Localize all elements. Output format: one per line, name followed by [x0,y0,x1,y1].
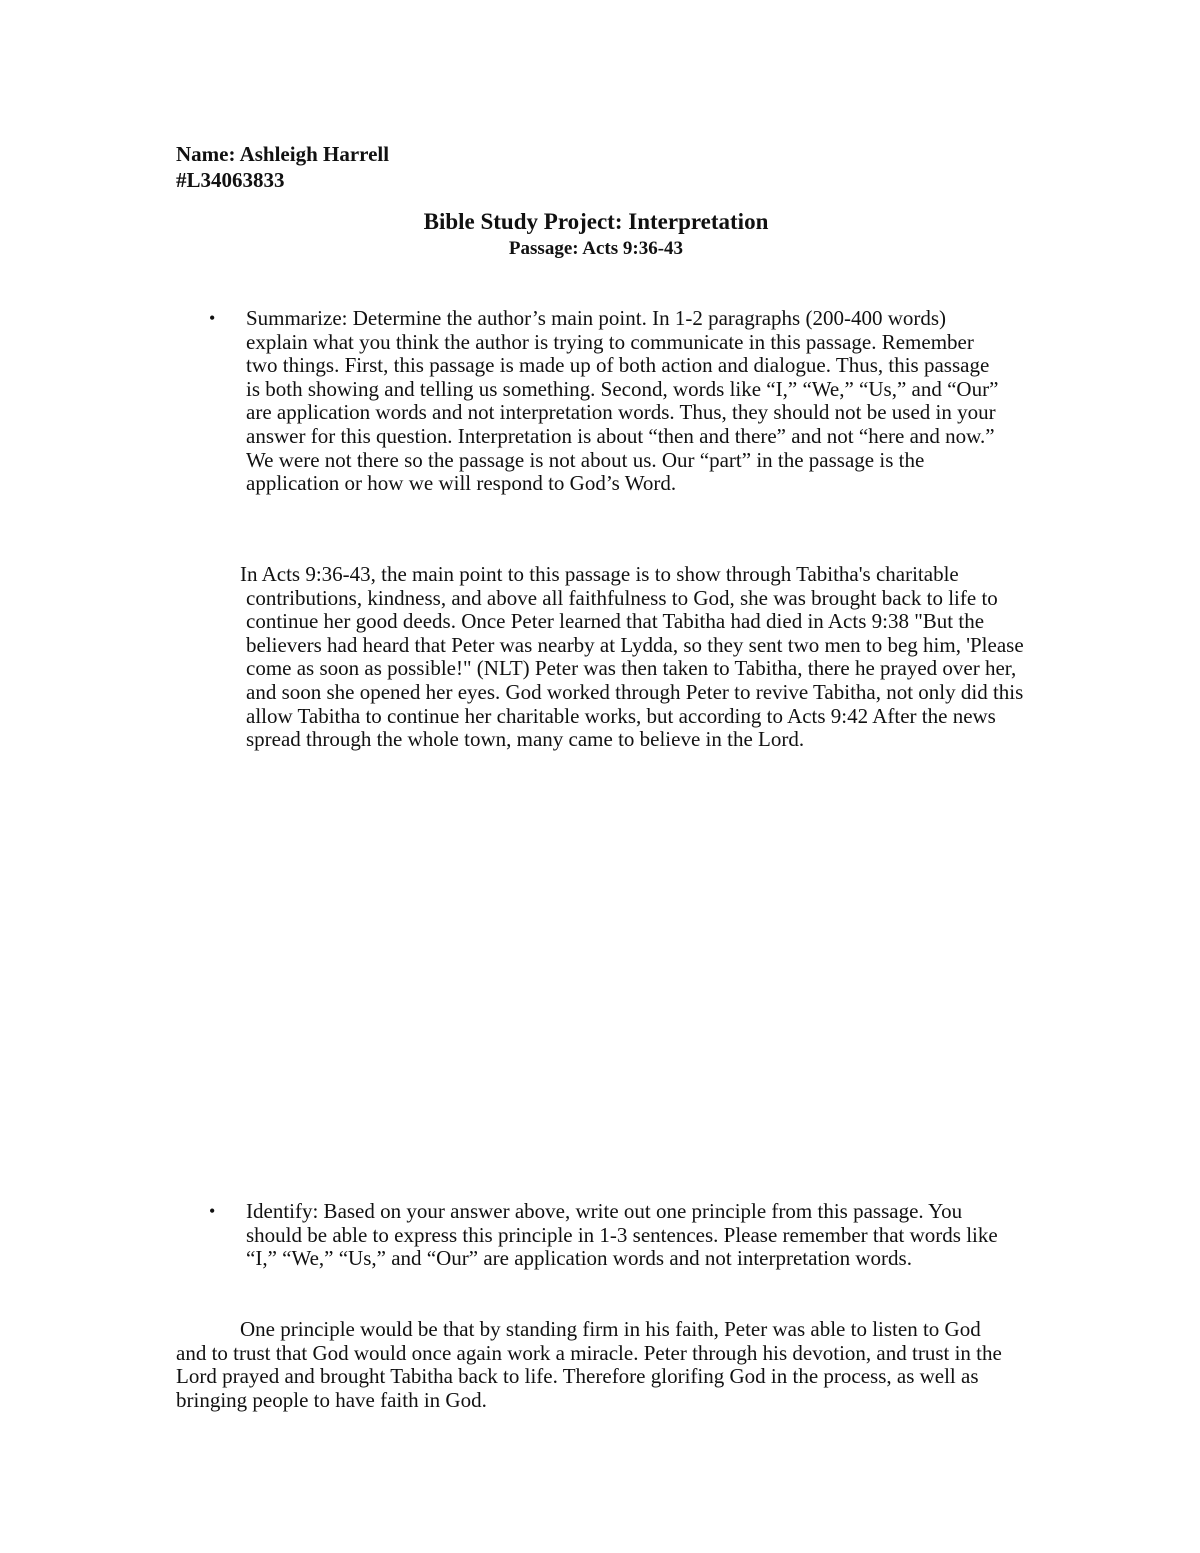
bullet-icon: • [209,308,216,328]
passage-reference: Passage: Acts 9:36-43 [508,238,684,259]
student-id: #L34063833 [176,168,285,192]
answer-text: One principle would be that by standing firm in his faith, Peter was able to listen to God and to trust that God would once again work a miracle. Peter through his devotion, and trust in the Lord prayed and brought Tabitha back to life. Therefore glorifing God in the process, as well as bringing people to have faith in God. [176,1317,1002,1412]
question-identify [209,1200,999,1271]
student-name: Name: Ashleigh Harrell [176,142,390,166]
answer-text: In Acts 9:36-43, the main point to this passage is to show through Tabitha's charitable contributions, kindness, and above all faithfulness to God, she was brought back to life to continue her good deeds. Once Peter learned that Tabitha had died in Acts 9:38 "But the believers had heard that Peter was nearby at Lydda, so they sent two men to beg him, 'Please come as soon as possible!" (NLT) Peter was then taken to Tabitha, there he prayed over her, and soon she opened her eyes. God worked through Peter to revive Tabitha, not only did this allow Tabitha to continue her charitable works, but according to Acts 9:42 After the news spread through the whole town, many came to believe in the Lord. [240,562,1024,752]
student-header [176,141,389,193]
question-text: Summarize: Determine the author’s main point. In 1-2 paragraphs (200-400 words) explain what you think the author is trying to communicate in this passage. Remember two things. First, this passage is made up of both action and dialogue. Thus, this passage is both showing and telling us something. Second, words like “I,” “We,” “Us,” and “Our” are application words and not interpretation words. Thus, they should not be used in your answer for this question. Interpretation is about “then and there” and not “here and now.” We were not there so the passage is not about us. Our “part” in the passage is the application or how we will respond to God’s Word. [246,306,999,496]
title-block [0,207,1192,261]
question-text: Identify: Based on your answer above, write out one principle from this passage. You should be able to express this principle in 1-3 sentences. Please remember that words like “I,” “We,” “Us,” and “Our” are application words and not interpretation words. [246,1199,998,1271]
question-summarize [209,307,999,496]
answer-summarize [240,563,1031,752]
answer-identify [176,1318,1006,1412]
bullet-icon: • [209,1201,216,1221]
page-title: Bible Study Project: Interpretation [423,209,769,234]
